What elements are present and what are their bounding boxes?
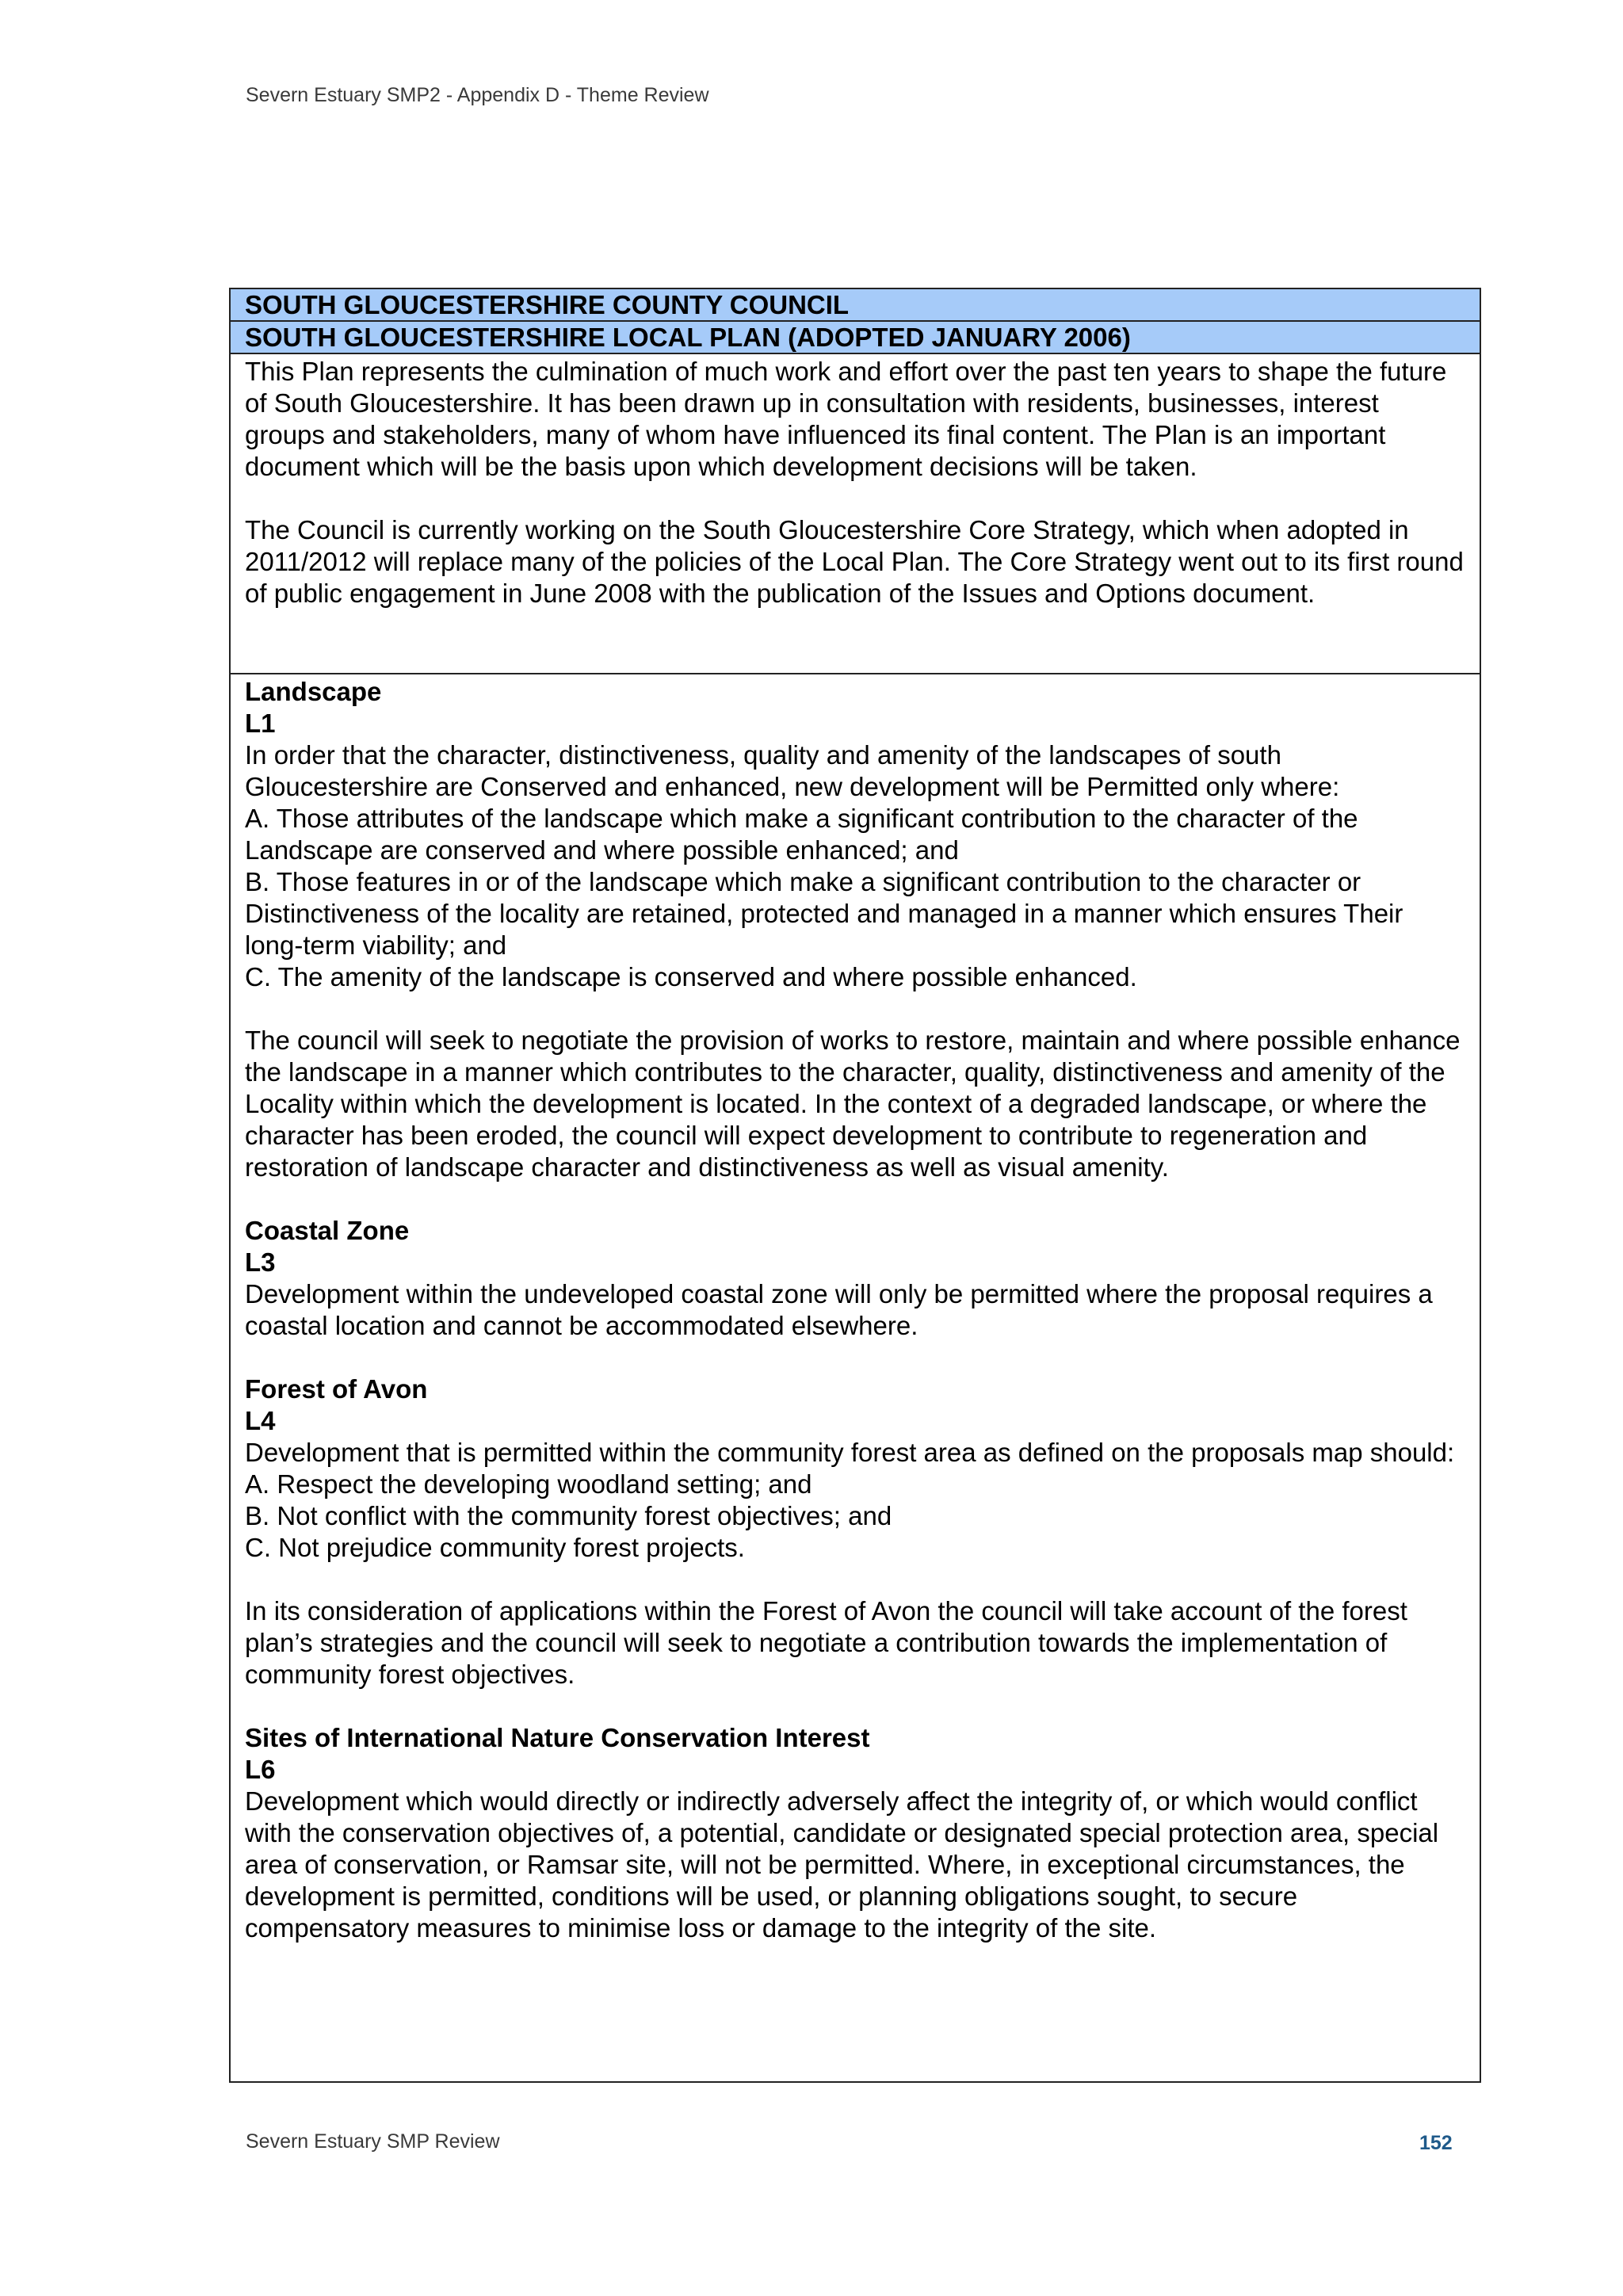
intro-paragraph: This Plan represents the culmination of much work and effort over the past ten years to shape the future of South Gloucestershire. It has been drawn up in consultation with residents, businesses, interest groups and stakeholders, many of whom have influenced its final content. The Plan is an important document which will be the basis upon which development decisions will be taken.	[245, 357, 1447, 481]
policy-text: B. Those features in or of the landscape which make a significant contribution to the character or Distinctiveness of the locality are retained, protected and managed in a manner which ensures Their long-term viability; and	[245, 867, 1403, 960]
page-number: 152	[1419, 2132, 1453, 2154]
intro-paragraph: The Council is currently working on the South Gloucestershire Core Strategy, which when adopted in 2011/2012 will replace many of the policies of the Local Plan. The Core Strategy went out to its first round of public engagement in June 2008 with the publication of the Issues and Options document.	[245, 515, 1464, 608]
running-footer: Severn Estuary SMP Review	[246, 2130, 500, 2153]
policy-paragraph: The council will seek to negotiate the provision of works to restore, maintain and where possible enhance the landscape in a manner which contributes to the character, quality, distinctiveness and amenity of the Locality within which the development is located. In the context of a degraded landscape, or where the character has been eroded, the council will expect development to contribute to regeneration and restoration of landscape character and distinctiveness as well as visual amenity.	[245, 1026, 1461, 1182]
policy-text: Development which would directly or indirectly adversely affect the integrity of, or which would conflict with the conservation objectives of, a potential, candidate or designated special protection area, special area of conservation, or Ramsar site, will not be permitted. Where, in exceptional circumstances, the development is permitted, conditions will be used, or planning obligations sought, to secure compensatory measures to minimise loss or damage to the integrity of the site.	[245, 1786, 1439, 1943]
policy-code-l1: L1	[245, 709, 276, 738]
policy-text: A. Those attributes of the landscape which make a significant contribution to the character of the Landscape are conserved and where possible enhanced; and	[245, 804, 1358, 865]
policy-text: C. The amenity of the landscape is conserved and where possible enhanced.	[245, 962, 1137, 991]
policies-cell	[231, 674, 1480, 2081]
policy-text: C. Not prejudice community forest projects.	[245, 1533, 745, 1562]
section-heading-landscape: Landscape	[245, 677, 382, 706]
council-heading: SOUTH GLOUCESTERSHIRE COUNTY COUNCIL	[231, 289, 1480, 322]
section-heading-international-sites: Sites of International Nature Conservation Interest	[245, 1723, 870, 1752]
policy-code-l3: L3	[245, 1247, 276, 1277]
section-heading-forest-of-avon: Forest of Avon	[245, 1374, 428, 1404]
policy-text: A. Respect the developing woodland setting; and	[245, 1469, 812, 1499]
policy-table	[229, 288, 1481, 2083]
policy-text: Development that is permitted within the community forest area as defined on the proposals map should:	[245, 1438, 1455, 1467]
policy-text: Development within the undeveloped coastal zone will only be permitted where the proposal requires a coastal location and cannot be accommodated elsewhere.	[245, 1279, 1433, 1340]
policy-text: B. Not conflict with the community forest objectives; and	[245, 1501, 892, 1530]
policy-paragraph: In its consideration of applications within the Forest of Avon the council will take account of the forest plan’s strategies and the council will seek to negotiate a contribution towards the implementation of community forest objectives.	[245, 1596, 1407, 1689]
intro-cell	[231, 354, 1480, 674]
policy-code-l6: L6	[245, 1755, 276, 1784]
policy-code-l4: L4	[245, 1406, 276, 1435]
running-header: Severn Estuary SMP2 - Appendix D - Theme Review	[246, 84, 709, 106]
section-heading-coastal-zone: Coastal Zone	[245, 1216, 410, 1245]
policy-text: In order that the character, distinctiveness, quality and amenity of the landscapes of south Gloucestershire are Conserved and enhanced, new development will be Permitted only where:	[245, 740, 1340, 801]
local-plan-heading: SOUTH GLOUCESTERSHIRE LOCAL PLAN (ADOPTED JANUARY 2006)	[231, 322, 1480, 354]
